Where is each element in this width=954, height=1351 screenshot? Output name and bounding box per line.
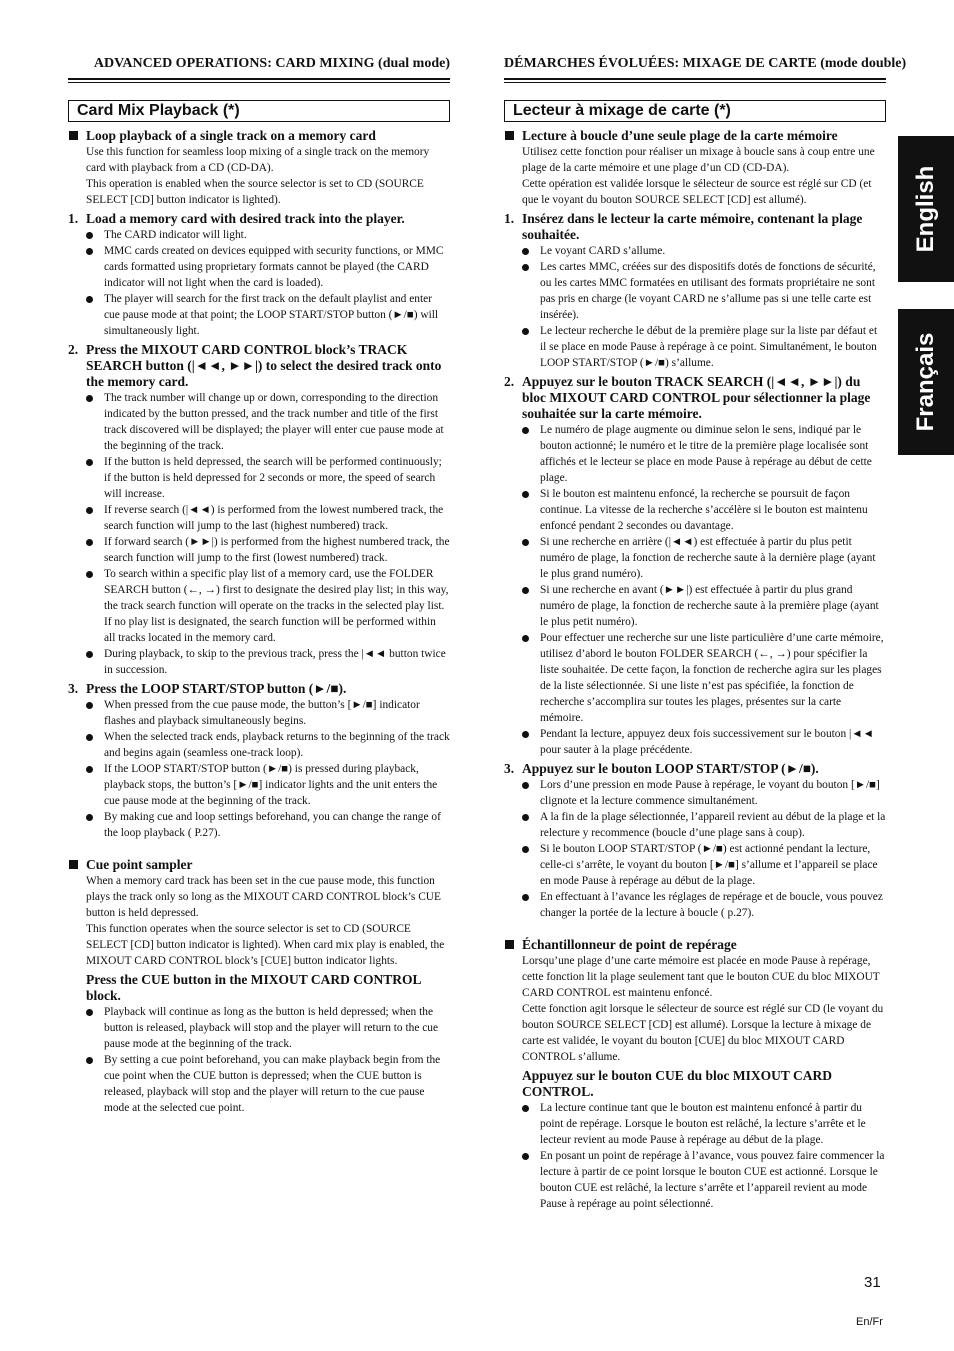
tab-french	[898, 309, 954, 455]
list-item: Pendant la lecture, appuyez deux fois successivement sur le bouton |◄◄ pour sauter à la plage précédente.	[540, 726, 886, 758]
list-item: Playback will continue as long as the button is held depressed; when the button is released, playback will stop and the player will return to the cue pause mode at the beginning of the track.	[104, 1004, 450, 1052]
list-item: Pour effectuer une recherche sur une liste particulière d’une carte mémoire, utilisez d’abord le bouton FOLDER SEARCH (←, →) pour spécifier la liste souhaitée. De cette façon, la fonction de recherche agira sur les plages de la liste sélectionnée. Si une liste n’est pas spécifiée, la fonction de recherche s’accomplira sur toutes les plages, présentes sur la carte mémoire.	[540, 630, 886, 726]
subsection-heading: Échantillonneur de point de repérage	[504, 937, 886, 953]
bullet-list	[504, 243, 886, 371]
list-item: Le lecteur recherche le début de la première plage sur la liste par défaut et il se place en mode Pause à repérage à ce point. Simultanément, le bouton LOOP START/STOP (►/■) s’allume.	[540, 323, 886, 371]
step-heading: 1. Load a memory card with desired track into the player.	[68, 211, 405, 226]
bullet-list	[504, 1100, 886, 1212]
intro-paragraph: Cette fonction agit lorsque le sélecteur de source est réglé sur CD (le voyant du bouton SOURCE SELECT [CD] est allumé). Lorsque la lecture à mixage de carte est validée, le voyant du bouton [CUE] du bloc MIXOUT CARD CONTROL s’allume.	[522, 1003, 884, 1063]
bullet-list	[68, 697, 450, 841]
list-item: The track number will change up or down, corresponding to the direction indicated by the button pressed, and the track number and title of the first track discovered will be displayed; the player will enter cue pause mode at the beginning of the track.	[104, 390, 450, 454]
list-item: Le voyant CARD s’allume.	[540, 243, 886, 259]
list-item: By making cue and loop settings beforehand, you can change the range of the loop playback ( P.27).	[104, 809, 450, 841]
intro-paragraph: Use this function for seamless loop mixing of a single track on the memory card with playback from a CD (CD-DA).	[86, 146, 430, 174]
bullet-list	[68, 227, 450, 339]
step-heading: 3. Press the LOOP START/STOP button (►/■).	[68, 681, 347, 696]
subsection-heading: Cue point sampler	[68, 857, 450, 873]
intro-paragraph: This operation is enabled when the source selector is set to CD (SOURCE SELECT [CD] button indicator is lighted).	[86, 178, 424, 206]
intro-paragraph: Utilisez cette fonction pour réaliser un mixage à boucle sans à coup entre une plage de la carte mémoire et une plage d’un CD (CD-DA).	[522, 146, 875, 174]
list-item: If the button is held depressed, the search will be performed continuously; if the button is held depressed for 2 seconds or more, the speed of search will increase.	[104, 454, 450, 502]
intro-paragraph: Lorsqu’une plage d’une carte mémoire est placée en mode Pause à repérage, cette fonction lit la plage seulement tant que le bouton CUE du bloc MIXOUT CARD CONTROL est maintenu enfoncé.	[522, 955, 880, 999]
list-item: En posant un point de repérage à l’avance, vous pouvez faire commencer la lecture à partir de ce point lorsque le bouton CUE est actionné. Lorsque le bouton CUE est relâché, la lecture s’arrête et l’appareil revient au mode Pause à repérage au point sélectionné.	[540, 1150, 885, 1210]
list-item: Lors d’une pression en mode Pause à repérage, le voyant du bouton [►/■] clignote et la lecture commence simultanément.	[540, 777, 886, 809]
list-item: During playback, to skip to the previous track, press the |◄◄ button twice in succession.	[104, 646, 450, 678]
subsection-heading: Loop playback of a single track on a memory card	[68, 128, 450, 144]
list-item: The player will search for the first track on the default playlist and enter cue pause mode at that point; the LOOP START/STOP button (►/■) will simultaneously light.	[104, 291, 450, 339]
tab-english	[898, 136, 954, 282]
bullet-list	[68, 390, 450, 678]
list-item: Le numéro de plage augmente ou diminue selon le sens, indiqué par le bouton actionné; le numéro et le titre de la première plage localisée sont affichés et le lecteur se place en mode Pause à repérage au début de cette plage.	[540, 422, 886, 486]
intro-paragraph: This function operates when the source selector is set to CD (SOURCE SELECT [CD] button indicator is lighted). When card mix play is enabled, the MIXOUT CARD CONTROL block’s [CUE] button indicator lights.	[86, 923, 445, 967]
list-item: Si une recherche en avant (►►|) est effectuée à partir du plus grand numéro de plage, la fonction de recherche saute à la première plage (ayant le plus petit numéro).	[540, 582, 886, 630]
list-item: By setting a cue point beforehand, you can make playback begin from the cue point when the CUE button is depressed; when the CUE button is released, playback will stop and the player will return to the cue pause mode at the selected cue point.	[104, 1052, 450, 1116]
english-column	[68, 56, 450, 1116]
step-heading: 2. Appuyez sur le bouton TRACK SEARCH (|◄◄, ►►|) du bloc MIXOUT CARD CONTROL pour sélectionner la plage souhaitée sur la carte mémoire.	[504, 374, 871, 421]
list-item: When pressed from the cue pause mode, the button’s [►/■] indicator flashes and playback simultaneously begins.	[104, 697, 450, 729]
instruction: Press the CUE button in the MIXOUT CARD CONTROL block.	[86, 972, 421, 1003]
step-heading: 1. Insérez dans le lecteur la carte mémoire, contenant la plage souhaitée.	[504, 211, 863, 242]
subsection-heading: Lecture à boucle d’une seule plage de la carte mémoire	[504, 128, 886, 144]
section-title: Card Mix Playback (*)	[68, 100, 450, 122]
instruction: Appuyez sur le bouton CUE du bloc MIXOUT CARD CONTROL.	[522, 1068, 833, 1099]
bullet-list	[504, 777, 886, 921]
list-item: Les cartes MMC, créées sur des dispositifs dotés de fonctions de sécurité, ou les cartes MMC formatées en utilisant des formats propriétaire ne sont pas pris en charge (le voyant CARD ne s’allume pas si une telle carte est insérée).	[540, 259, 886, 323]
list-item: En effectuant à l’avance les réglages de repérage et de boucle, vous pouvez changer la portée de la lecture à boucle ( p.27).	[540, 889, 886, 921]
list-item: When the selected track ends, playback returns to the beginning of the track and begins again (seamless one-track loop).	[104, 731, 450, 759]
tab-english-label: English	[912, 165, 939, 253]
list-item: MMC cards created on devices equipped with security functions, or MMC cards formatted using proprietary formats cannot be played (the CARD indicator will not light when the card is loaded).	[104, 243, 450, 291]
list-item: If reverse search (|◄◄) is performed from the lowest numbered track, the search function will jump to the last (highest numbered) track.	[104, 502, 450, 534]
list-item: A la fin de la plage sélectionnée, l’appareil revient au début de la plage et la relecture y recommence (boucle d’une plage sans à coup).	[540, 811, 886, 839]
list-item: La lecture continue tant que le bouton est maintenu enfoncé à partir du point de repérage. Lorsque le bouton est relâché, la lecture s’arrête et le lecteur revient au mode Pause à repérage au début de la plage.	[540, 1100, 886, 1148]
step-heading: 2. Press the MIXOUT CARD CONTROL block’s TRACK SEARCH button (|◄◄, ►►|) to select the desired track onto the memory card.	[68, 342, 442, 389]
list-item: If forward search (►►|) is performed from the highest numbered track, the search function will jump to the first (lowest numbered) track.	[104, 536, 450, 564]
tab-french-label: Français	[912, 332, 939, 432]
page-number: 31	[864, 1274, 881, 1291]
list-item: Si le bouton LOOP START/STOP (►/■) est actionné pendant la lecture, celle-ci s’arrête, le voyant du bouton [►/■] s’allume et l’appareil se place en mode Pause à repérage au début de la plage.	[540, 841, 886, 889]
intro-paragraph: Cette opération est validée lorsque le sélecteur de source est réglé sur CD (et que le voyant du bouton SOURCE SELECT [CD] est allumé).	[522, 178, 872, 206]
list-item: The CARD indicator will light.	[104, 227, 450, 243]
list-item: Si le bouton est maintenu enfoncé, la recherche se poursuit de façon continue. La vitesse de la recherche s’accélère si le bouton est maintenu enfoncé pendant 2 secondes ou davantage.	[540, 486, 886, 534]
running-header: DÉMARCHES ÉVOLUÉES: MIXAGE DE CARTE (mode double)	[504, 56, 886, 80]
language-code: En/Fr	[856, 1316, 883, 1328]
section-title: Lecteur à mixage de carte (*)	[504, 100, 886, 122]
list-item: To search within a specific play list of a memory card, use the FOLDER SEARCH button (←, →) first to designate the desired play list; in this way, the track search function will operate on the tracks in the selected play list. If no play list is designated, the search function will be performed within all tracks located in the memory card.	[104, 568, 449, 644]
list-item: If the LOOP START/STOP button (►/■) is pressed during playback, playback stops, the button’s [►/■] indicator lights and the unit enters the cue pause mode at the beginning of the track.	[104, 761, 450, 809]
bullet-list	[504, 422, 886, 758]
list-item: Si une recherche en arrière (|◄◄) est effectuée à partir du plus petit numéro de plage, la fonction de recherche saute à la dernière plage (ayant le plus grand numéro).	[540, 534, 886, 582]
french-column	[504, 56, 907, 1212]
intro-paragraph: When a memory card track has been set in the cue pause mode, this function plays the track only so long as the MIXOUT CARD CONTROL block’s CUE button is held depressed.	[86, 875, 441, 919]
step-heading: 3. Appuyez sur le bouton LOOP START/STOP (►/■).	[504, 761, 819, 776]
bullet-list	[68, 1004, 450, 1116]
running-header: ADVANCED OPERATIONS: CARD MIXING (dual mode)	[68, 56, 450, 80]
